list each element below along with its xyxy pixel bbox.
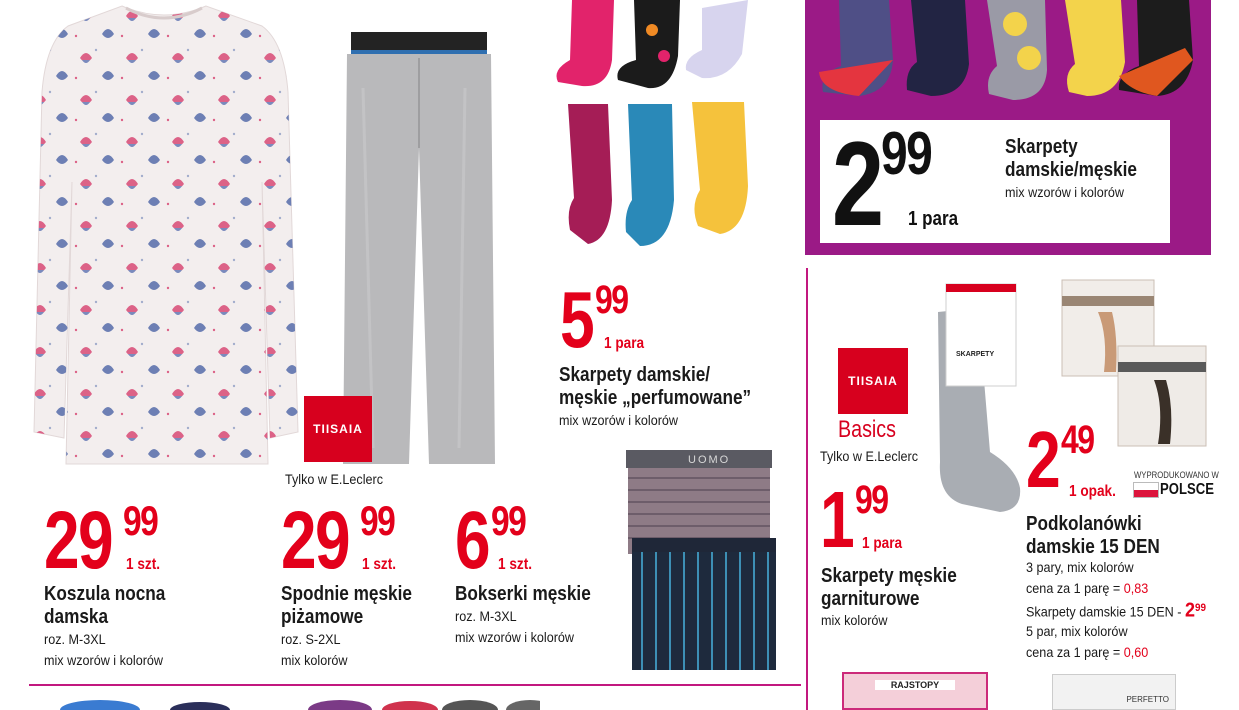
unit-price-label: cena za 1 parę = [1026,644,1124,660]
suit-socks-only-at: Tylko w E.Leclerc [820,448,919,464]
suit-socks-image [920,282,1030,522]
nightgown-title-2: damska [44,606,109,628]
next-row-products-image [40,694,540,710]
pyjama-desc-1: roz. S-2XL [281,631,341,647]
tiisaia-logo [304,396,372,462]
pyjama-title-1: Spodnie męskie [281,583,412,605]
uomo-waistband-text: UOMO [688,454,731,466]
price-decimal: 49 [1060,418,1093,462]
suit-socks-title-1: Skarpety męskie [821,565,957,587]
scented-socks-title-1: Skarpety damskie/ [559,364,711,386]
made-in-country: POLSCE [1160,481,1214,498]
price-decimal: 99 [854,478,887,522]
knee-highs-desc-3 [1026,598,1206,623]
polish-flag-icon [1133,482,1159,498]
basics-text: Basics [838,416,896,443]
knee-highs-desc-5 [1026,642,1148,663]
socks-purple-unit: 1 para [908,208,959,230]
boxers-title-1: Bokserki męskie [455,583,591,605]
boxers-desc-1: roz. M-3XL [455,608,517,624]
socks-purple-title-1: Skarpety [1005,136,1078,158]
nightgown-image [26,2,302,468]
unit-price-label: cena za 1 parę = [1026,580,1124,596]
pyjama-desc-2: mix kolorów [281,652,348,668]
suit-socks-desc-1: mix kolorów [821,612,888,628]
socks-purple-desc-1: mix wzorów i kolorów [1005,184,1125,200]
alt-price-dec: 99 [1194,602,1206,614]
brand-logo-text: TIISAIA [848,374,898,388]
perfetto-package [1052,674,1176,710]
tiisaia-basics-logo [838,348,908,414]
socks-purple-title-2: damskie/męskie [1005,159,1137,181]
boxers-unit: 1 szt. [498,556,533,573]
brand-logo-text: TIISAIA [313,422,363,436]
suit-socks-title-2: garniturowe [821,588,920,610]
only-at-leclerc-text: Tylko w E.Leclerc [285,471,384,487]
price-integer: 6 [455,495,490,586]
price-integer: 5 [560,275,594,364]
suit-socks-unit: 1 para [862,535,903,552]
pyjama-title-2: piżamowe [281,606,364,628]
alt-product-label: Skarpety damskie 15 DEN - [1026,603,1185,620]
knee-highs-desc-4: 5 par, mix kolorów [1026,623,1128,639]
price-decimal: 99 [123,497,158,544]
knee-highs-title-1: Podkolanówki [1026,513,1142,535]
price-decimal: 99 [490,497,525,544]
scented-socks-unit: 1 para [604,335,645,352]
nightgown-unit: 1 szt. [126,556,161,573]
made-in-label: WYPRODUKOWANO W [1134,470,1219,480]
price-integer: 1 [820,475,854,564]
pyjama-unit: 1 szt. [362,556,397,573]
knee-highs-title-2: damskie 15 DEN [1026,536,1160,558]
knee-highs-desc-1: 3 pary, mix kolorów [1026,559,1134,575]
nightgown-desc-1: roz. M-3XL [44,631,106,647]
scented-socks-desc-1: mix wzorów i kolorów [559,412,679,428]
price-decimal: 99 [594,278,627,322]
package-label: SKARPETY [956,351,995,358]
price-decimal: 99 [360,497,395,544]
alt-price-int: 2 [1184,599,1195,622]
column-divider [806,268,808,710]
knee-highs-desc-2 [1026,578,1148,599]
scented-socks-title-2: męskie „perfumowane” [559,387,752,409]
perfetto-label: PERFETTO [1126,695,1169,704]
unit-price-value: 0,83 [1123,580,1149,596]
boxers-image [618,446,778,674]
boxers-desc-2: mix wzorów i kolorów [455,629,575,645]
price-decimal: 99 [880,120,931,187]
nightgown-title-1: Koszula nocna [44,583,166,605]
price-integer: 2 [832,117,883,251]
scented-socks-image [552,0,780,250]
nightgown-desc-2: mix wzorów i kolorów [44,652,164,668]
price-integer: 2 [1026,415,1060,504]
knee-highs-unit: 1 opak. [1069,483,1116,500]
tights-label: RAJSTOPY [875,680,955,690]
row-divider [29,684,801,686]
unit-price-value: 0,60 [1123,644,1149,660]
price-integer: 29 [281,495,350,586]
price-integer: 29 [44,495,113,586]
patterned-socks-image [819,0,1199,110]
tights-package [842,672,988,710]
